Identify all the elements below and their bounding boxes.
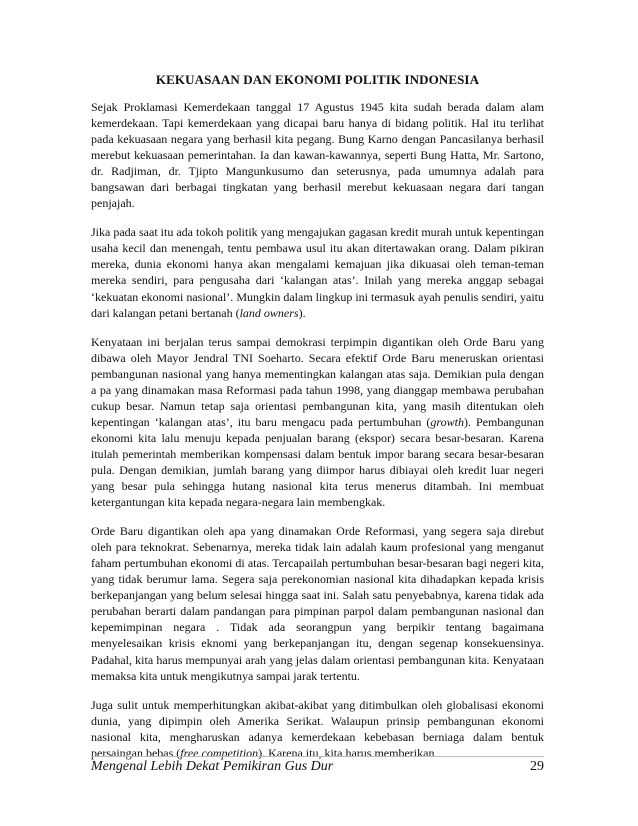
italic-term: growth	[430, 414, 464, 429]
paragraph-text: Orde Baru digantikan oleh apa yang dinamakan Orde Reformasi, yang segera saja direbut oleh para teknokrat. Sebenarnya, mereka tidak lain adalah kaum profesional yang menganut faham pertumbuhan ekonomi di atas. Tercapailah pertumbuhan besar-besaran bagi negeri kita, yang tidak berumur lama. Segera saja perekonomian nasional kita dihadapkan kepada krisis berkepanjangan yang belum selesai hingga saat ini. Salah satu penyebabnya, karena tidak ada perubahan berarti dalam pandangan para pimpinan parpol dalam pembangunan nasional dan kepemimpinan negara . Tidak ada seorangpun yang berpikir tentang bagaimana menyelesaikan krisis eknomi yang berkepanjangan itu, dengan segenap konsekuensinya. Padahal, kita harus mempunyai arah yang jelas dalam orientasi pembangunan kita. Kenyataan memaksa kita untuk mengikutnya sampai jarak tertentu.	[91, 524, 544, 683]
italic-term: free competition	[180, 745, 259, 760]
paragraph-text: ). Pembangunan ekonomi kita lalu menuju kepada penjualan barang (ekspor) secara besar-besaran. Karena itulah pemerintah memberikan kompensasi dalam bentuk impor barang secara besar-besaran pula. Dengan demikian, jumlah barang yang diimpor harus dibiayai oleh kredit luar negeri yang besar pula sehingga hutang nasional kita terus menerus ditambah. Ini membuat ketergantungan kita kepada negara-negara lain membengkak.	[91, 414, 544, 510]
italic-term: land owners	[239, 305, 299, 320]
paragraph	[91, 99, 544, 211]
paragraph-text: Juga sulit untuk memperhitungkan akibat-akibat yang ditimbulkan oleh globalisasi ekonomi dunia, yang dipimpin oleh Amerika Serikat. Walaupun prinsip pembangunan ekonomi nasional kita, mengharuskan adanya kemerdekaan kebebasan berniaga dalam bentuk persaingan bebas (	[91, 697, 544, 760]
paragraph-text: Sejak Proklamasi Kemerdekaan tanggal 17 Agustus 1945 kita sudah berada dalam alam kemerdekaan. Tapi kemerdekaan yang dicapai baru hanya di bidang politik. Hal itu terlihat pada kekuasaan negara yang berhasil kita pegang. Bung Karno dengan Pancasilanya berhasil merebut kekuasaan pemerintahan. Ia dan kawan-kawannya, seperti Bung Hatta, Mr. Sartono, dr. Radjiman, dr. Tjipto Mangunkusumo dan seterusnya, pada umumnya adalah para bangsawan dari berbagai tingkatan yang berhasil merebut kekuasaan negara dari tangan penjajah.	[91, 100, 544, 211]
document-title: KEKUASAAN DAN EKONOMI POLITIK INDONESIA	[155, 72, 480, 87]
paragraph	[91, 224, 544, 320]
footer-book-title: Mengenal Lebih Dekat Pemikiran Gus Dur	[91, 759, 334, 774]
paragraph	[91, 334, 544, 511]
paragraph	[91, 697, 544, 761]
page-number: 29	[530, 759, 544, 774]
paragraph-text: Kenyataan ini berjalan terus sampai demokrasi terpimpin digantikan oleh Orde Baru yang dibawa oleh Mayor Jendral TNI Soeharto. Secara efektif Orde Baru meneruskan orientasi pembangunan nasional yang hanya mementingkan kalangan atas saja. Demikian pula dengan a pa yang dinamakan masa Reformasi pada tahun 1998, yang dianggap membawa perubahan cukup besar. Namun tetap saja orientasi pembangunan kita, yang masih ditentukan oleh kepentingan ‘kalangan atas’, itu baru mengacu pada pertumbuhan (	[91, 334, 544, 429]
page-footer	[91, 756, 544, 777]
paragraph-text: ). Karena itu, kita harus memberikan	[258, 745, 435, 760]
paragraph	[91, 523, 544, 683]
document-page	[91, 0, 544, 761]
paragraph-text: Jika pada saat itu ada tokoh politik yang mengajukan gagasan kredit murah untuk kepentingan usaha kecil dan menengah, tentu pembawa usul itu akan ditertawakan orang. Dalam pikiran mereka, dunia ekonomi hanya akan mengalami kemajuan jika dikuasai oleh teman-teman mereka sendiri, para pengusaha dari ‘kalangan atas’. Inilah yang mereka anggap sebagai ‘kekuatan ekonomi nasional’. Mungkin dalam lingkup ini termasuk ayah penulis sendiri, yaitu dari kalangan petani bertanah (	[91, 225, 544, 320]
paragraph-text: ).	[298, 305, 306, 320]
